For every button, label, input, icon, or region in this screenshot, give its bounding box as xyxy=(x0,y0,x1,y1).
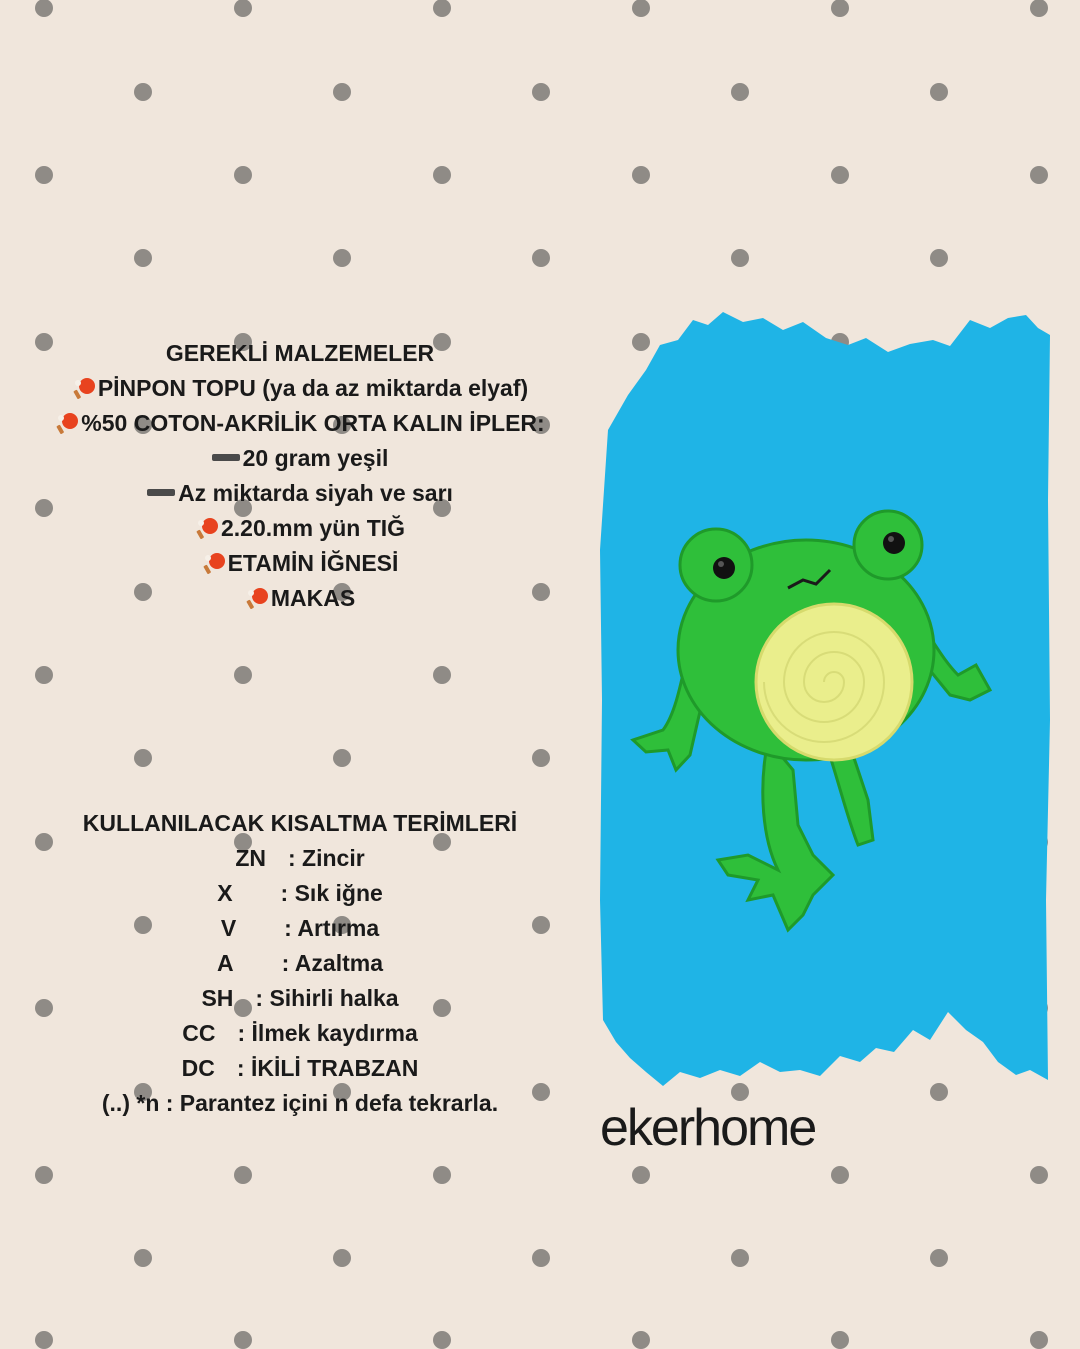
materials-item xyxy=(20,511,580,546)
polka-dot xyxy=(831,166,849,184)
terms-section xyxy=(20,806,580,1121)
term-desc: : Sihirli halka xyxy=(255,985,399,1011)
materials-item-text: 20 gram yeşil xyxy=(242,445,389,471)
polka-dot xyxy=(333,749,351,767)
brand-logo: ekerhome xyxy=(600,1099,816,1157)
term-row xyxy=(20,1016,580,1051)
ping-pong-paddle-icon xyxy=(55,412,81,434)
materials-list xyxy=(20,371,580,616)
polka-dot xyxy=(134,749,152,767)
materials-item-text: Az miktarda siyah ve sarı xyxy=(178,480,453,506)
polka-dot xyxy=(632,1331,650,1349)
polka-dot xyxy=(433,0,451,17)
polka-dot xyxy=(433,1331,451,1349)
polka-dot xyxy=(234,1331,252,1349)
polka-dot xyxy=(731,83,749,101)
polka-dot xyxy=(35,1166,53,1184)
term-desc: : Azaltma xyxy=(281,950,383,976)
materials-item xyxy=(20,581,580,616)
polka-dot xyxy=(433,666,451,684)
terms-list xyxy=(20,841,580,1086)
polka-dot xyxy=(532,249,550,267)
terms-title: KULLANILACAK KISALTMA TERİMLERİ xyxy=(82,810,518,836)
dash-icon xyxy=(212,454,240,461)
polka-dot xyxy=(1030,0,1048,17)
term-row xyxy=(20,876,580,911)
term-key: X xyxy=(217,880,233,906)
materials-item-text: %50 COTON-AKRİLİK ORTA KALIN İPLER: xyxy=(81,410,545,436)
materials-section xyxy=(20,336,580,616)
ping-pong-paddle-icon xyxy=(245,587,271,609)
frog-photo xyxy=(598,300,1058,1100)
ping-pong-paddle-icon xyxy=(72,377,98,399)
term-row xyxy=(20,841,580,876)
term-row xyxy=(20,946,580,981)
polka-dot xyxy=(134,1249,152,1267)
term-key: ZN xyxy=(235,845,266,871)
polka-dot xyxy=(831,1166,849,1184)
ping-pong-paddle-icon xyxy=(195,517,221,539)
polka-dot xyxy=(234,166,252,184)
term-key: DC xyxy=(181,1055,215,1081)
ping-pong-paddle-icon xyxy=(202,552,228,574)
polka-dot xyxy=(1030,166,1048,184)
polka-dot xyxy=(433,166,451,184)
polka-dot xyxy=(35,0,53,17)
term-row xyxy=(20,911,580,946)
polka-dot xyxy=(35,1331,53,1349)
terms-footer: (..) *n : Parantez içini n defa tekrarla. xyxy=(101,1090,499,1116)
polka-dot xyxy=(234,0,252,17)
term-key: SH xyxy=(201,985,234,1011)
polka-dot xyxy=(632,1166,650,1184)
materials-item xyxy=(20,441,580,476)
polka-dot xyxy=(1030,1331,1048,1349)
polka-dot xyxy=(930,1249,948,1267)
materials-item-text: 2.20.mm yün TIĞ xyxy=(220,515,406,541)
polka-dot xyxy=(333,83,351,101)
polka-dot xyxy=(532,749,550,767)
term-row xyxy=(20,981,580,1016)
materials-item xyxy=(20,371,580,406)
polka-dot xyxy=(134,83,152,101)
polka-dot xyxy=(731,1249,749,1267)
term-desc: : Zincir xyxy=(288,845,365,871)
polka-dot xyxy=(632,166,650,184)
term-key: A xyxy=(216,950,234,976)
polka-dot xyxy=(930,83,948,101)
materials-item-text: MAKAS xyxy=(270,585,356,611)
materials-item xyxy=(20,476,580,511)
materials-item xyxy=(20,406,580,441)
materials-item-text: PİNPON TOPU (ya da az miktarda elyaf) xyxy=(97,375,529,401)
term-key: V xyxy=(220,915,237,941)
polka-dot xyxy=(532,1249,550,1267)
polka-dot xyxy=(35,166,53,184)
polka-dot xyxy=(134,249,152,267)
materials-title: GEREKLİ MALZEMELER xyxy=(165,340,435,366)
polka-dot xyxy=(731,249,749,267)
polka-dot xyxy=(930,249,948,267)
term-desc: : Artırma xyxy=(284,915,380,941)
materials-item-text: ETAMİN İĞNESİ xyxy=(227,550,399,576)
polka-dot xyxy=(433,1166,451,1184)
term-desc: : İKİLİ TRABZAN xyxy=(236,1055,419,1081)
polka-dot xyxy=(333,249,351,267)
polka-dot xyxy=(333,1249,351,1267)
term-desc: : Sık iğne xyxy=(280,880,383,906)
polka-dot xyxy=(35,666,53,684)
polka-dot xyxy=(831,0,849,17)
polka-dot xyxy=(234,666,252,684)
polka-dot xyxy=(632,0,650,17)
polka-dot xyxy=(234,1166,252,1184)
dash-icon xyxy=(147,489,175,496)
materials-item xyxy=(20,546,580,581)
polka-dot xyxy=(1030,1166,1048,1184)
term-row xyxy=(20,1051,580,1086)
polka-dot xyxy=(532,83,550,101)
polka-dot xyxy=(831,1331,849,1349)
term-desc: : İlmek kaydırma xyxy=(237,1020,418,1046)
term-key: CC xyxy=(182,1020,216,1046)
